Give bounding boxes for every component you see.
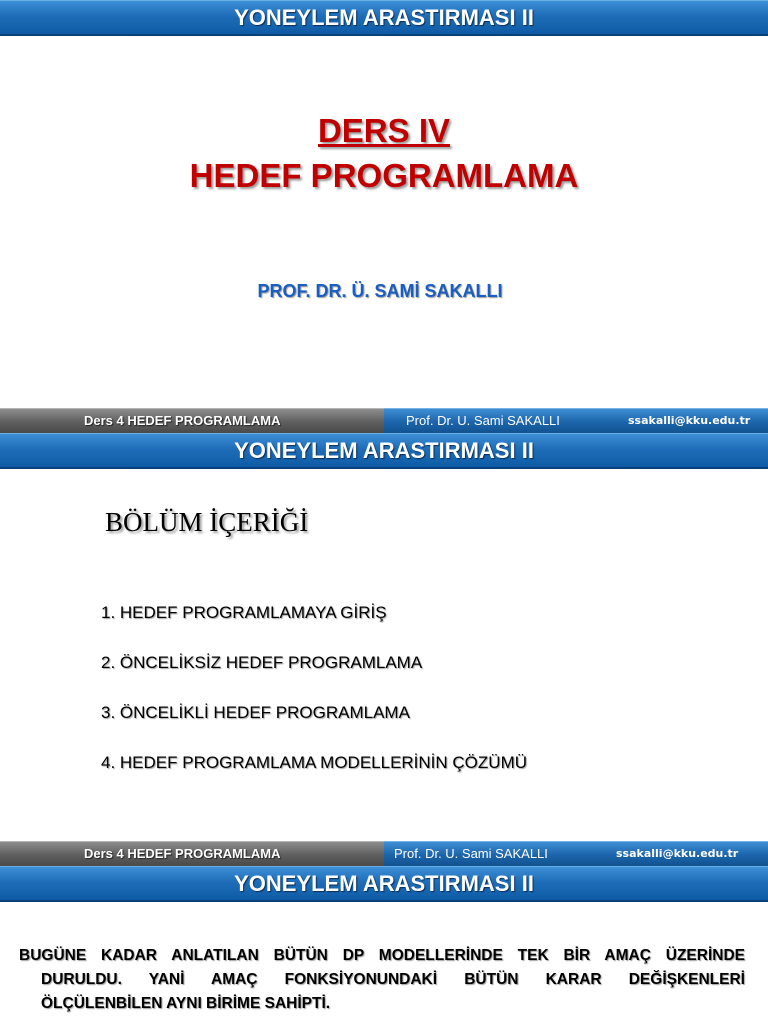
body-paragraph (19, 944, 745, 1016)
course-title-banner: YONEYLEM ARASTIRMASI II (0, 0, 768, 36)
section-heading: BÖLÜM İÇERİĞİ (105, 507, 309, 537)
lecture-number: DERS IV (317, 112, 451, 149)
paragraph-line: DURULDU. YANİ AMAÇ FONKSİYONUNDAKİ BÜTÜN KARAR DEĞİŞKENLERİ (41, 971, 745, 988)
footer-email: ssakalli@kku.edu.tr (616, 847, 739, 860)
author-name: PROF. DR. Ü. SAMİ SAKALLI (257, 281, 503, 301)
footer-instructor-bar (384, 841, 768, 866)
paragraph-line: ÖLÇÜLENBİLEN AYNI BİRİME SAHİPTİ. (41, 995, 331, 1012)
slide-footer-2 (0, 841, 768, 866)
footer-email: ssakalli@kku.edu.tr (628, 414, 751, 427)
course-title-banner-2: YONEYLEM ARASTIRMASI II (0, 433, 768, 469)
slide-footer (0, 408, 768, 433)
footer-instructor: Prof. Dr. U. Sami SAKALLI (406, 413, 560, 428)
toc-item: 4. HEDEF PROGRAMLAMA MODELLERİNİN ÇÖZÜMÜ (101, 753, 528, 772)
footer-instructor: Prof. Dr. U. Sami SAKALLI (394, 846, 548, 861)
toc-item: 2. ÖNCELİKSİZ HEDEF PROGRAMLAMA (101, 653, 423, 672)
course-title-banner-3: YONEYLEM ARASTIRMASI II (0, 866, 768, 902)
footer-instructor-bar (384, 408, 768, 433)
footer-lecture-label: Ders 4 HEDEF PROGRAMLAMA (0, 841, 384, 866)
footer-lecture-label: Ders 4 HEDEF PROGRAMLAMA (0, 408, 384, 433)
toc-item: 3. ÖNCELİKLİ HEDEF PROGRAMLAMA (101, 703, 410, 722)
lecture-topic: HEDEF PROGRAMLAMA (189, 157, 579, 194)
paragraph-line: BUGÜNE KADAR ANLATILAN BÜTÜN DP MODELLERİNDE TEK BİR AMAÇ ÜZERİNDE (19, 947, 745, 964)
toc-item: 1. HEDEF PROGRAMLAMAYA GİRİŞ (101, 603, 387, 622)
